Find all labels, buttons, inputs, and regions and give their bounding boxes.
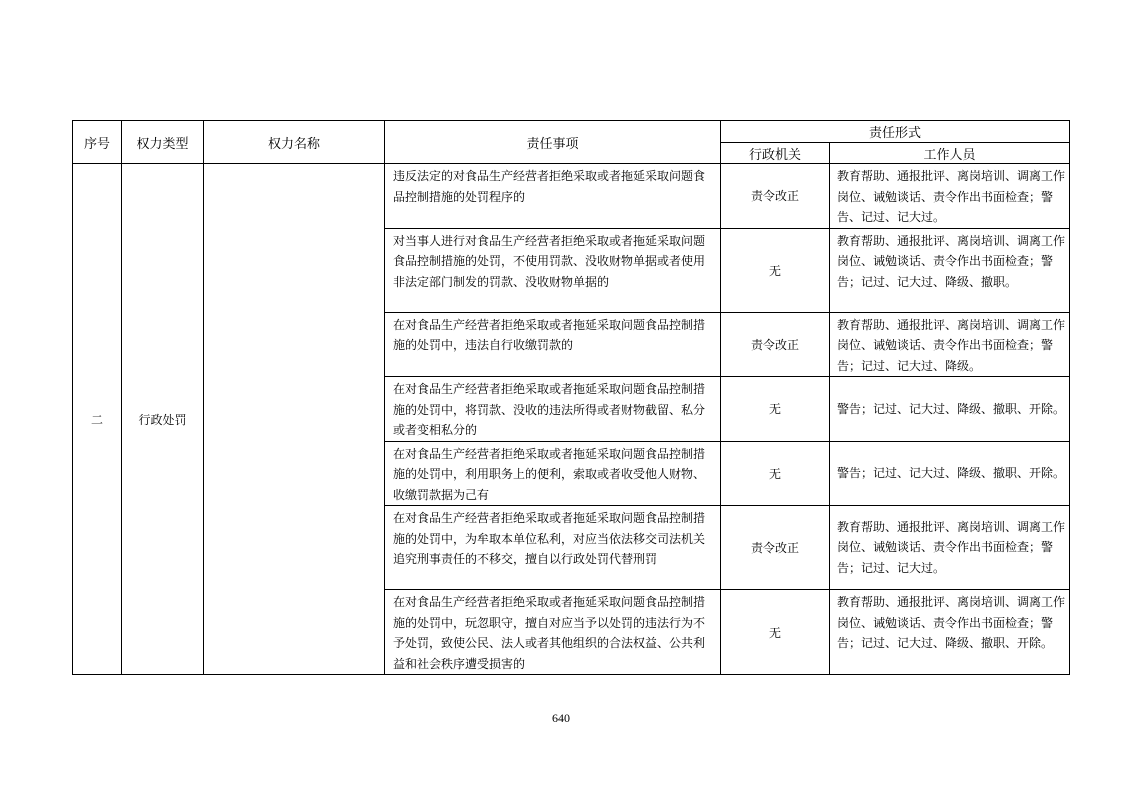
header-power-type: 权力类型 — [122, 121, 204, 164]
admin-org-cell: 责令改正 — [721, 164, 830, 229]
admin-org-cell: 无 — [721, 590, 830, 675]
page-number: 640 — [552, 711, 570, 725]
header-duty-items: 责任事项 — [385, 121, 721, 164]
admin-org-cell: 责令改正 — [721, 312, 830, 377]
duty-item-cell: 在对食品生产经营者拒绝采取或者拖延采取问题食品控制措施的处罚中，玩忽职守，擅自对应当予以处罚的违法行为不予处罚，致使公民、法人或者其他组织的合法权益、公共利益和社会秩序遭受损害的 — [385, 590, 721, 675]
admin-org-cell: 无 — [721, 228, 830, 312]
staff-cell: 警告；记过、记大过、降级、撤职、开除。 — [830, 441, 1070, 506]
staff-cell: 教育帮助、通报批评、离岗培训、调离工作岗位、诫勉谈话、责令作出书面检查；警告；记过、记大过、降级、撤职。 — [830, 228, 1070, 312]
header-admin-org: 行政机关 — [721, 143, 830, 164]
responsibility-table — [72, 120, 1070, 675]
group-seq-cell: 二 — [73, 164, 122, 675]
duty-item-cell: 在对食品生产经营者拒绝采取或者拖延采取问题食品控制措施的处罚中，将罚款、没收的违法所得或者财物截留、私分或者变相私分的 — [385, 377, 721, 442]
group-power-type-cell: 行政处罚 — [122, 164, 204, 675]
duty-item-cell: 对当事人进行对食品生产经营者拒绝采取或者拖延采取问题食品控制措施的处罚，不使用罚款、没收财物单据或者使用非法定部门制发的罚款、没收财物单据的 — [385, 228, 721, 312]
header-staff: 工作人员 — [830, 143, 1070, 164]
admin-org-cell: 无 — [721, 441, 830, 506]
duty-item-cell: 在对食品生产经营者拒绝采取或者拖延采取问题食品控制措施的处罚中，违法自行收缴罚款的 — [385, 312, 721, 377]
admin-org-cell: 责令改正 — [721, 506, 830, 590]
staff-cell: 教育帮助、通报批评、离岗培训、调离工作岗位、诫勉谈话、责令作出书面检查；警告、记过、记大过。 — [830, 164, 1070, 229]
staff-cell: 教育帮助、通报批评、离岗培训、调离工作岗位、诫勉谈话、责令作出书面检查；警告；记过、记大过。 — [830, 506, 1070, 590]
admin-org-cell: 无 — [721, 377, 830, 442]
staff-cell: 教育帮助、通报批评、离岗培训、调离工作岗位、诫勉谈话、责令作出书面检查；警告；记过、记大过、降级。 — [830, 312, 1070, 377]
staff-cell: 警告；记过、记大过、降级、撤职、开除。 — [830, 377, 1070, 442]
header-duty-form: 责任形式 — [721, 121, 1070, 143]
header-row-1 — [73, 121, 1070, 143]
duty-item-cell: 在对食品生产经营者拒绝采取或者拖延采取问题食品控制措施的处罚中，利用职务上的便利，索取或者收受他人财物、收缴罚款据为己有 — [385, 441, 721, 506]
table-row — [73, 164, 1070, 229]
staff-cell: 教育帮助、通报批评、离岗培训、调离工作岗位、诫勉谈话、责令作出书面检查；警告；记过、记大过、降级、撤职、开除。 — [830, 590, 1070, 675]
header-seq: 序号 — [73, 121, 122, 164]
duty-item-cell: 违反法定的对食品生产经营者拒绝采取或者拖延采取问题食品控制措施的处罚程序的 — [385, 164, 721, 229]
group-power-name-cell — [204, 164, 385, 675]
header-power-name: 权力名称 — [204, 121, 385, 164]
duty-item-cell: 在对食品生产经营者拒绝采取或者拖延采取问题食品控制措施的处罚中，为牟取本单位私利，对应当依法移交司法机关追究刑事责任的不移交，擅自以行政处罚代替刑罚 — [385, 506, 721, 590]
